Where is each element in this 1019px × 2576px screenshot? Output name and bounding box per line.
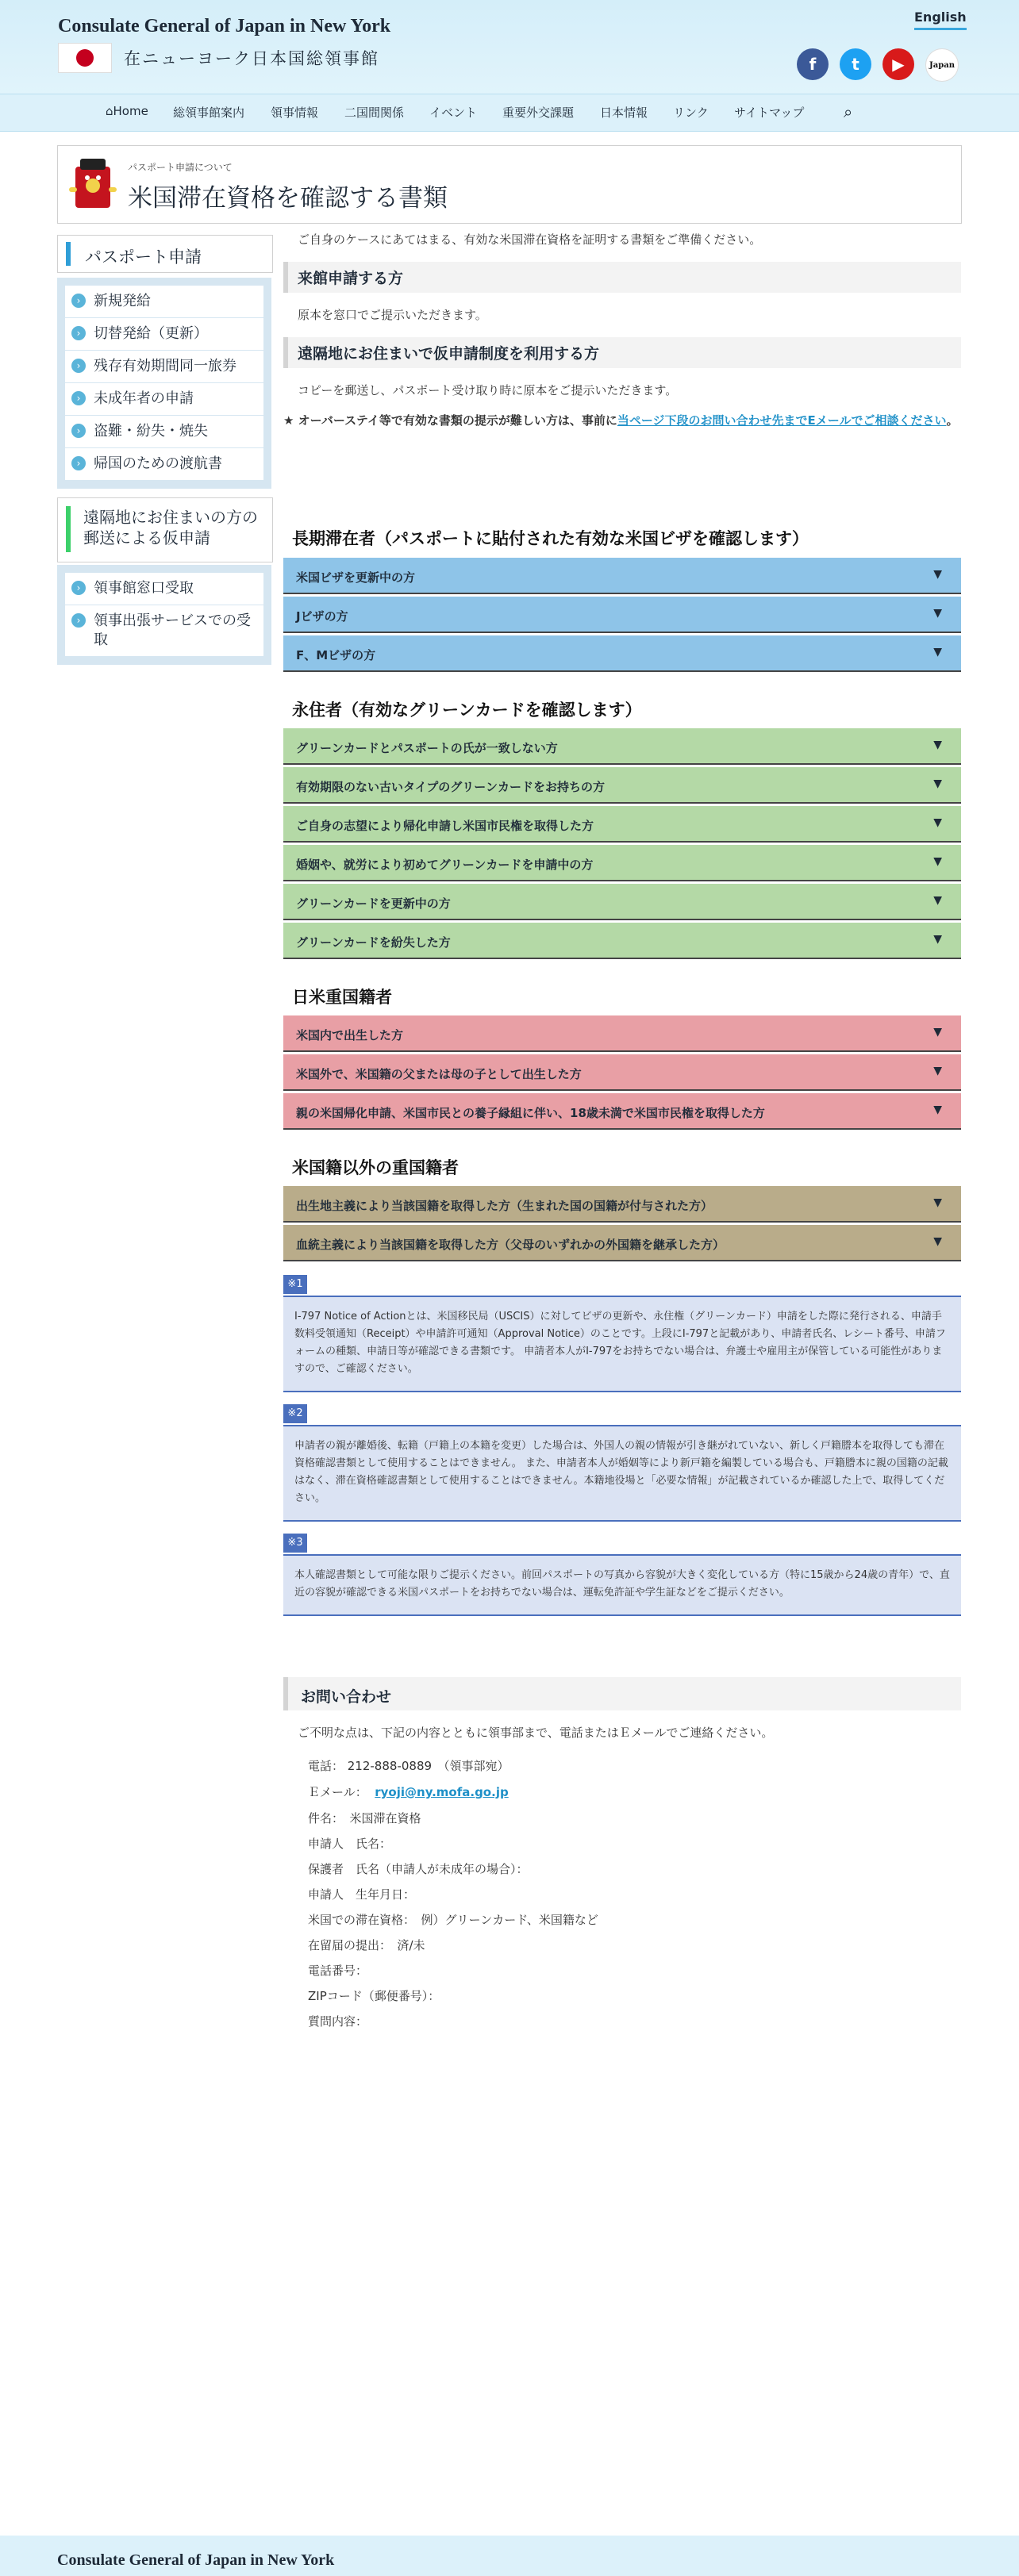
visit-heading: 来館申請する方	[283, 262, 961, 293]
visit-text: 原本を窓口でご提示いただきます。	[298, 308, 487, 322]
nav-links[interactable]: リンク	[673, 106, 709, 120]
chevron-down-icon: ▼	[933, 777, 942, 790]
nav-events[interactable]: イベント	[429, 106, 478, 120]
sidebar-menu-remote	[57, 565, 271, 665]
chevron-down-icon: ▼	[933, 568, 942, 581]
page-title: 米国滞在資格を確認する書類	[128, 184, 448, 213]
inquiry-zip: ZIPコード（郵便番号）：	[308, 1989, 440, 2003]
page-title-box	[57, 145, 962, 224]
inquiry-link[interactable]: 当ページ下段のお問い合わせ先までEメールでご相談ください	[617, 413, 947, 428]
chevron-down-icon: ▼	[933, 1065, 942, 1077]
inquiry-question: 質問内容：	[308, 2014, 368, 2029]
nav-japan-info[interactable]: 日本情報	[600, 106, 648, 120]
note-1: I-797 Notice of Actionとは、米国移民局（USCIS）に対してビザの更新や、永住権（グリーンカード）申請をした際に発行される、申請手数料受領通知（Receipt）や申請許可通知（Approval Notice）のことです。上段にI-797と記載があり、申請者氏名、レシート番号、申請フォームの種類、申請日等が確認できる書類です。 申請者本人がI-797をお持ちでない場合は、弁護士や雇用主が保管している可能性がありますので、ご確認ください。	[283, 1296, 961, 1392]
inquiry-email-line: Ｅメール： ryoji@ny.mofa.go.jp	[308, 1785, 509, 1799]
chevron-right-icon: ›	[71, 613, 86, 628]
accordion-j-visa[interactable]: Jビザの方 ▼	[283, 597, 961, 633]
accordion-gc-name-mismatch[interactable]: グリーンカードとパスポートの氏が一致しない方 ▼	[283, 728, 961, 765]
sidebar-item-new[interactable]: › 新規発給	[65, 286, 263, 318]
inquiry-intro: ご不明な点は、下記の内容とともに領事部まで、電話またはＥメールでご連絡ください。	[298, 1726, 774, 1740]
chevron-down-icon: ▼	[933, 855, 942, 868]
long-stay-title: 長期滞在者（パスポートに貼付された有効な米国ビザを確認します）	[292, 529, 809, 548]
inquiry-applicant-name: 申請人 氏名：	[308, 1837, 392, 1851]
chevron-right-icon: ›	[71, 456, 86, 470]
permanent-title: 永住者（有効なグリーンカードを確認します）	[292, 701, 642, 720]
note-icon: ※	[287, 1407, 297, 1419]
chevron-down-icon: ▼	[933, 933, 942, 946]
note-3: 本人確認書類として可能な限りご提示ください。前回パスポートの写真から容貌が大きく変化している方（特に15歳から24歳の青年）で、直近の容貌が確認できる米国パスポートをお持ちでない場合は、運転免許証や学生証などをご提示ください。	[283, 1554, 961, 1616]
site-footer	[0, 2536, 1019, 2576]
nav-bilateral[interactable]: 二国間関係	[344, 106, 405, 120]
page-subtitle: パスポート申請について	[128, 162, 233, 173]
accordion-jus-soli[interactable]: 出生地主義により当該国籍を取得した方（生まれた国の国籍が付与された方） ▼	[283, 1186, 961, 1223]
nav-home[interactable]: ⌂Home	[106, 104, 148, 118]
inquiry-phone-number: 電話番号：	[308, 1964, 368, 1978]
chevron-right-icon: ›	[71, 359, 86, 373]
remote-heading: 遠隔地にお住まいで仮申請制度を利用する方	[283, 337, 961, 368]
chevron-right-icon: ›	[71, 424, 86, 438]
nav-diplomacy[interactable]: 重要外交課題	[502, 106, 575, 120]
chevron-right-icon: ›	[71, 294, 86, 308]
sidebar-item-renewal[interactable]: › 切替発給（更新）	[65, 318, 263, 351]
accordion-fm-visa[interactable]: F、Mビザの方 ▼	[283, 635, 961, 672]
note-icon: ※	[287, 1278, 297, 1290]
home-icon: ⌂	[106, 104, 113, 118]
note-tag-2: ※2	[283, 1404, 307, 1423]
chevron-down-icon: ▼	[933, 1196, 942, 1209]
main-content	[283, 230, 961, 430]
footer-title: Consulate General of Japan in New York	[57, 2551, 335, 2569]
chevron-down-icon: ▼	[933, 739, 942, 751]
chevron-down-icon: ▼	[933, 1235, 942, 1248]
inquiry-guardian-name: 保護者 氏名（申請人が未成年の場合）：	[308, 1862, 529, 1876]
chevron-down-icon: ▼	[933, 607, 942, 620]
japan-flag-icon	[58, 43, 112, 73]
inquiry-phone: 電話： 212-888-0889 （領事部宛）	[308, 1759, 510, 1773]
nav-about[interactable]: 総領事館案内	[173, 106, 245, 120]
accordion-born-abroad[interactable]: 米国外で、米国籍の父または母の子として出生した方 ▼	[283, 1054, 961, 1091]
inquiry-dob: 申請人 生年月日：	[308, 1887, 416, 1902]
inquiry-status: 米国での滞在資格： 例）グリーンカード、米国籍など	[308, 1913, 598, 1927]
accordion-gc-applying[interactable]: 婚姻や、就労により初めてグリーンカードを申請中の方 ▼	[283, 845, 961, 881]
chevron-right-icon: ›	[71, 581, 86, 595]
sidebar-item-lost[interactable]: › 盗難・紛失・焼失	[65, 416, 263, 448]
nav-sitemap[interactable]: サイトマップ	[734, 106, 805, 120]
passport-mascot-icon	[66, 155, 120, 211]
chevron-right-icon: ›	[71, 326, 86, 340]
inquiry-residence-report: 在留届の提出： 済/未	[308, 1938, 425, 1952]
main-nav	[0, 94, 1019, 132]
chevron-right-icon: ›	[71, 391, 86, 405]
inquiry-heading: お問い合わせ	[283, 1677, 961, 1710]
inquiry-subject: 件名： 米国滞在資格	[308, 1811, 421, 1825]
chevron-down-icon: ▼	[933, 1026, 942, 1038]
note-2: 申請者の親が離婚後、転籍（戸籍上の本籍を変更）した場合は、外国人の親の情報が引き継がれていない、新しく戸籍謄本を取得しても滞在資格確認書類として使用することはできません。 また、申請者本人が婚姻等により新戸籍を編製している場合も、戸籍謄本に親の国籍の記載はなく、滞在資格確認書類として使用することはできません。本籍地役場と「必要な情報」が記載されているか確認した上で、取得してください。	[283, 1425, 961, 1522]
accordion-visa-renewal[interactable]: 米国ビザを更新中の方 ▼	[283, 558, 961, 594]
search-icon[interactable]: ⌕	[844, 102, 853, 121]
note-icon: ※	[287, 1537, 297, 1549]
twitter-icon[interactable]: t	[840, 48, 871, 80]
sidebar-item-same-validity[interactable]: › 残存有効期間同一旅券	[65, 351, 263, 383]
nav-consular[interactable]: 領事情報	[271, 106, 319, 120]
accordion-naturalized[interactable]: ご自身の志望により帰化申請し米国市民権を取得した方 ▼	[283, 806, 961, 843]
other-dual-title: 米国籍以外の重国籍者	[292, 1158, 459, 1177]
intro-text: ご自身のケースにあてはまる、有効な米国滞在資格を証明する書類をご準備ください。	[298, 232, 762, 247]
site-title-jp[interactable]: 在ニューヨーク日本国総領事館	[124, 49, 379, 68]
sidebar-heading: パスポート申請	[57, 235, 273, 273]
youtube-icon[interactable]: ▶	[882, 48, 914, 80]
note-tag-3: ※3	[283, 1534, 307, 1553]
accordion-gc-lost[interactable]: グリーンカードを紛失した方 ▼	[283, 923, 961, 959]
site-title[interactable]: Consulate General of Japan in New York	[58, 16, 391, 36]
sidebar-item-mobile-service[interactable]: › 領事出張サービスでの受取	[65, 605, 263, 657]
japan-channel-icon[interactable]: Japan	[925, 48, 959, 82]
sidebar-item-minor[interactable]: › 未成年者の申請	[65, 383, 263, 416]
sidebar-menu	[57, 278, 271, 489]
facebook-icon[interactable]: f	[797, 48, 829, 80]
sidebar-item-travel-doc[interactable]: › 帰国のための渡航書	[65, 448, 263, 481]
sidebar-heading-remote: 遠隔地にお住まいの方の郵送による仮申請	[57, 497, 273, 562]
english-link[interactable]: English	[914, 10, 967, 30]
chevron-down-icon: ▼	[933, 1104, 942, 1116]
chevron-down-icon: ▼	[933, 816, 942, 829]
chevron-down-icon: ▼	[933, 646, 942, 658]
overstay-note: ★ オーバーステイ等で有効な書類の提示が難しい方は、事前に当ページ下段のお問い合わせ先までEメールでご相談ください。	[283, 413, 959, 428]
sidebar-item-counter-pickup[interactable]: › 領事館窓口受取	[65, 573, 263, 605]
chevron-down-icon: ▼	[933, 894, 942, 907]
remote-text: コピーを郵送し、パスポート受け取り時に原本をご提示いただきます。	[298, 383, 678, 397]
accordion-gc-renewing[interactable]: グリーンカードを更新中の方 ▼	[283, 884, 961, 920]
note-tag-1: ※1	[283, 1275, 307, 1294]
accordion-jus-sanguinis[interactable]: 血統主義により当該国籍を取得した方（父母のいずれかの外国籍を継承した方） ▼	[283, 1225, 961, 1261]
site-header	[0, 0, 1019, 131]
accordion-gc-old-type[interactable]: 有効期限のない古いタイプのグリーンカードをお持ちの方 ▼	[283, 767, 961, 804]
accordion-born-us[interactable]: 米国内で出生した方 ▼	[283, 1015, 961, 1052]
email-link[interactable]: ryoji@ny.mofa.go.jp	[375, 1785, 509, 1799]
accordion-parent-naturalized[interactable]: 親の米国帰化申請、米国市民との養子縁組に伴い、18歳未満で米国市民権を取得した方 ▼	[283, 1093, 961, 1130]
dual-title: 日米重国籍者	[292, 988, 392, 1007]
